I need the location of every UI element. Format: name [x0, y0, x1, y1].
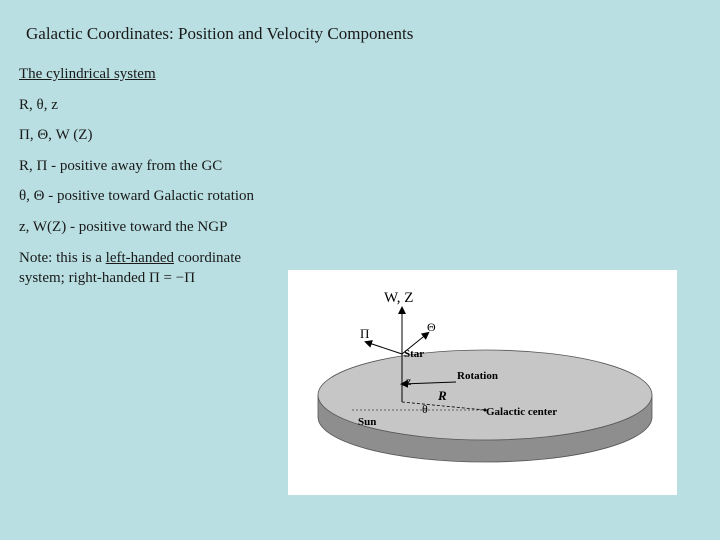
theta-definition: θ, Θ - positive toward Galactic rotation: [19, 188, 255, 204]
r-pi-definition: R, Π - positive away from the GC: [19, 158, 223, 174]
section-heading: The cylindrical system: [19, 66, 156, 82]
r-label: R: [438, 388, 447, 403]
star-label: Star: [404, 348, 425, 360]
theta-label: θ: [422, 402, 428, 416]
galactic-center-label: Galactic center: [486, 406, 558, 418]
sun-label: Sun: [358, 416, 377, 428]
left-handed-term: left-handed: [105, 250, 174, 266]
theta-cap-label: Θ: [427, 320, 436, 334]
rotation-label: Rotation: [457, 370, 498, 382]
note-prefix: Note: this is a: [19, 250, 106, 266]
pi-label: Π: [360, 326, 370, 341]
pi-arrow: [366, 342, 402, 354]
z-label: z: [406, 374, 412, 388]
z-w-definition: z, W(Z) - positive toward the NGP: [19, 219, 228, 235]
handedness-note-line2: system; right-handed Π = −Π: [19, 270, 196, 286]
note-suffix: coordinate: [173, 250, 242, 266]
handedness-note: [19, 250, 241, 267]
slide-title: Galactic Coordinates: Position and Velocity Components: [26, 24, 414, 43]
cylindrical-coordinates-diagram: [288, 270, 677, 495]
wz-label: W, Z: [384, 290, 414, 306]
velocity-components-line: Π, Θ, W (Z): [19, 127, 93, 143]
diagram-svg: [288, 270, 677, 495]
position-coords-line: R, θ, z: [19, 97, 58, 113]
